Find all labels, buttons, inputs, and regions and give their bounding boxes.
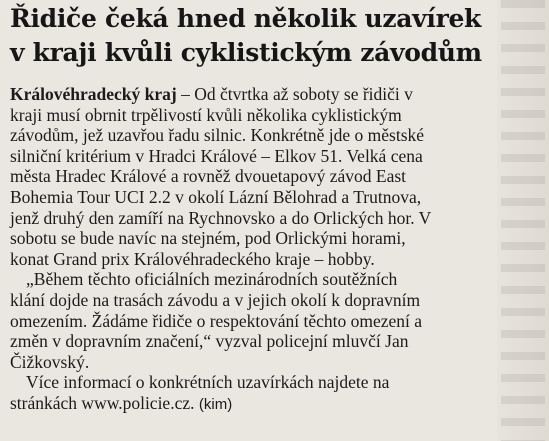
body-line bbox=[10, 393, 515, 416]
author-signature: (kim) bbox=[198, 395, 233, 413]
body-line: Čižkovský. bbox=[10, 351, 90, 372]
body-line: konat Grand prix Královéhradeckého kraje – hobby. bbox=[10, 248, 375, 269]
body-line: „Během těchto oficiálních mezinárodních soutěžních bbox=[26, 269, 398, 290]
body-line-text: – Od čtvrtka až soboty se řidiči v bbox=[176, 84, 413, 104]
paragraph-3 bbox=[10, 372, 515, 415]
article-body bbox=[10, 84, 515, 416]
headline-line-2: v kraji kvůli cyklistickým závodům bbox=[10, 38, 482, 67]
headline-line-1: Řidiče čeká hned několik uzavírek bbox=[10, 4, 482, 33]
body-line: Více informací o konkrétních uzavírkách najdete na bbox=[26, 372, 390, 393]
paragraph-1 bbox=[10, 84, 515, 269]
body-line: města Hradec Králové a rovněž dvouetapový závod East bbox=[10, 166, 407, 187]
body-line bbox=[10, 84, 515, 105]
lead-location: Královéhradecký kraj bbox=[10, 84, 177, 104]
body-line: změn v dopravním značení,“ vyzval policejní mluvčí Jan bbox=[10, 331, 409, 352]
body-line: klání dojde na trasách závodu a v jejich okolí k dopravním bbox=[10, 289, 421, 310]
body-line: sobotu se bude navíc na stejném, pod Orlickými horami, bbox=[10, 228, 406, 249]
article-headline bbox=[10, 2, 515, 70]
body-line: omezením. Žádáme řidiče o respektování těchto omezení a bbox=[10, 310, 423, 331]
body-line-text: stránkách www.policie.cz. bbox=[10, 392, 195, 413]
paragraph-2 bbox=[10, 269, 515, 372]
news-article bbox=[10, 2, 515, 439]
body-line: jenž druhý den zamíří na Rychnovsko a do Orlických hor. V bbox=[10, 207, 432, 228]
body-line: závodům, jež uzavřou řadu silnic. Konkrétně jde o městské bbox=[10, 125, 425, 146]
body-line: Bohemia Tour UCI 2.2 v okolí Lázní Bělohrad a Trutnova, bbox=[10, 186, 422, 207]
body-line: kraji musí obrnit trpělivostí kvůli několika cyklistickým bbox=[10, 104, 402, 125]
body-line: silniční kritérium v Hradci Králové – Elkov 51. Velká cena bbox=[10, 145, 423, 166]
